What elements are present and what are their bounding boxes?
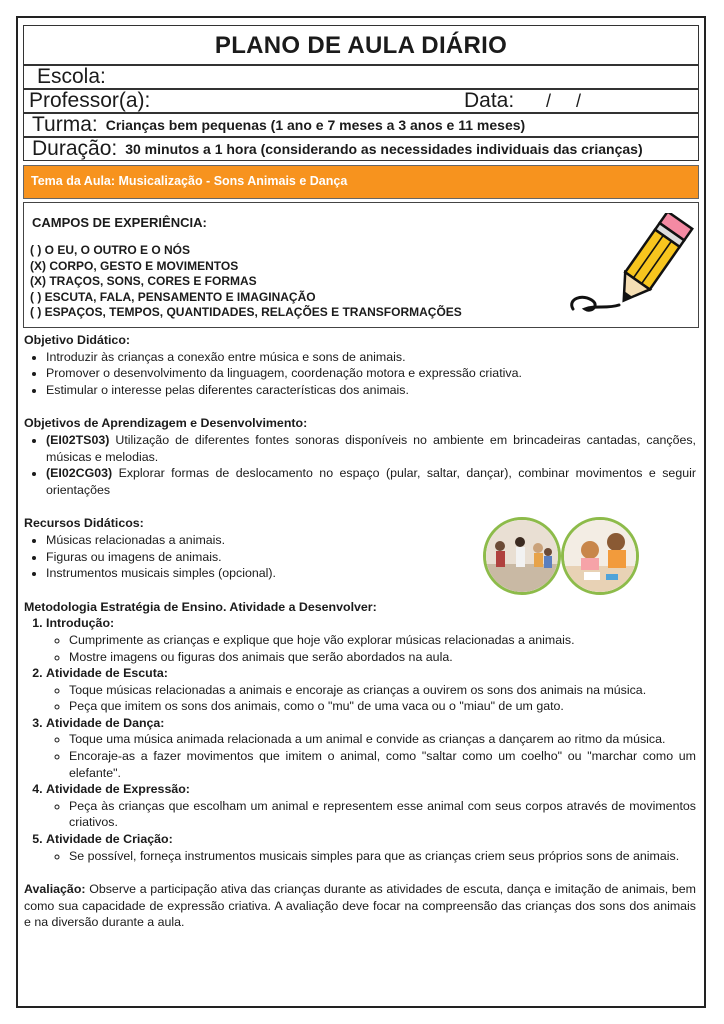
turma-label: Turma: (32, 113, 98, 136)
lesson-content (24, 332, 696, 931)
step-item (46, 831, 696, 864)
aprendizagem-title: Objetivos de Aprendizagem e Desenvolvimento: (24, 416, 308, 431)
bncc-code: (EI02CG03) (46, 466, 113, 481)
list-item: ◦ Se possível, forneça instrumentos musicais simples para que as crianças criem seus próprios sons de animais. (69, 848, 696, 865)
avaliacao-paragraph (24, 881, 696, 931)
campo-item: ( ) ESCUTA, FALA, PENSAMENTO E IMAGINAÇÃO (30, 289, 316, 304)
step-item (46, 715, 696, 781)
list-item (46, 432, 696, 465)
photo-children-drawing (561, 517, 639, 595)
bncc-text: Explorar formas de deslocamento no espaço (pular, saltar, dançar), combinar movimentos e seguir orientações (46, 466, 696, 497)
professor-row (23, 89, 699, 113)
list-item: • Introduzir às crianças a conexão entre música e sons de animais. (46, 349, 696, 366)
duracao-row (23, 137, 699, 161)
metodologia-steps (24, 615, 696, 864)
turma-row (23, 113, 699, 137)
avaliacao-label: Avaliação: (24, 882, 86, 897)
step-item (46, 615, 696, 665)
list-item: • Promover o desenvolvimento da linguagem, coordenação motora e expressão criativa. (46, 365, 696, 382)
step-item (46, 781, 696, 831)
lesson-theme-bar: Tema da Aula: Musicalização - Sons Animais e Dança (23, 165, 699, 199)
list-item: ◦ Toque músicas relacionadas a animais e encoraje as crianças a ouvirem os sons dos animais na música. (69, 682, 696, 699)
photo-group (483, 517, 643, 597)
objetivo-list (24, 349, 696, 399)
list-item: • Figuras ou imagens de animais. (46, 549, 696, 566)
metodologia-title: Metodologia Estratégia de Ensino. Atividade a Desenvolver: (24, 599, 377, 614)
data-slashes: / / (546, 91, 582, 111)
campo-item: ( ) O EU, O OUTRO E O NÓS (30, 243, 191, 257)
lesson-plan-page (16, 16, 706, 1008)
list-item: ◦ Mostre imagens ou figuras dos animais que serão abordados na aula. (69, 649, 696, 666)
list-item: ◦ Toque uma música animada relacionada a um animal e convide as crianças a dançarem ao ritmo da música. (69, 731, 696, 748)
duracao-label: Duração: (32, 137, 118, 160)
data-label: Data: (464, 89, 515, 112)
bncc-text: Utilização de diferentes fontes sonoras disponíveis no ambiente em brincadeiras cantadas, canções, músicas e melodias. (46, 432, 696, 464)
list-item: ◦ Peça às crianças que escolham um animal e representem esse animal com seus corpos através de movimentos criativos. (69, 798, 696, 831)
duracao-value: 30 minutos a 1 hora (considerando as necessidades individuais das crianças) (125, 141, 643, 157)
step-item (46, 665, 696, 715)
aprendizagem-list (24, 432, 696, 498)
list-item: • Estimular o interesse pelas diferentes características dos animais. (46, 382, 696, 399)
bncc-code: (EI02TS03) (46, 432, 110, 447)
professor-label: Professor(a): (29, 89, 151, 112)
campo-item: (X) CORPO, GESTO E MOVIMENTOS (30, 258, 239, 273)
list-item: ◦ Encoraje-as a fazer movimentos que imitem o animal, como "saltar como um coelho" ou "marchar como um elefante". (69, 748, 696, 781)
page-title: PLANO DE AULA DIÁRIO (214, 32, 508, 59)
escola-label: Escola: (37, 65, 106, 88)
step-title: Atividade de Escuta: (46, 666, 168, 681)
avaliacao-text: Observe a participação ativa das crianças durante as atividades de escuta, dança e imitação de animais, bem como sua capacidade de expressão criativa. A avaliação deve focar na compreensão das crianças dos sons dos animais e na diversão durante a aula. (24, 882, 696, 930)
photo-children-dancing (483, 517, 561, 595)
escola-row (23, 65, 699, 89)
step-title: Atividade de Dança: (46, 715, 165, 730)
campos-box (23, 202, 699, 328)
pencil-icon (565, 213, 695, 323)
recursos-title: Recursos Didáticos: (24, 516, 144, 531)
title-box (23, 25, 699, 65)
objetivo-title: Objetivo Didático: (24, 333, 131, 347)
list-item: • Instrumentos musicais simples (opcional). (46, 565, 696, 582)
campos-title: CAMPOS DE EXPERIÊNCIA: (32, 215, 207, 230)
campo-item: (X) TRAÇOS, SONS, CORES E FORMAS (30, 274, 257, 288)
step-title: Atividade de Expressão: (46, 782, 190, 797)
campos-list (30, 243, 462, 321)
list-item: • Músicas relacionadas a animais. (46, 532, 696, 549)
list-item: ◦ Peça que imitem os sons dos animais, como o "mu" de uma vaca ou o "miau" de um gato. (69, 698, 696, 715)
list-item: ◦ Cumprimente as crianças e explique que hoje vão explorar músicas relacionadas a animais. (69, 632, 696, 649)
step-title: Introdução: (46, 616, 115, 631)
campo-item: ( ) ESPAÇOS, TEMPOS, QUANTIDADES, RELAÇÕES E TRANSFORMAÇÕES (30, 305, 462, 319)
turma-value: Crianças bem pequenas (1 ano e 7 meses a 3 anos e 11 meses) (105, 117, 526, 133)
list-item (46, 465, 696, 498)
step-title: Atividade de Criação: (46, 832, 173, 847)
